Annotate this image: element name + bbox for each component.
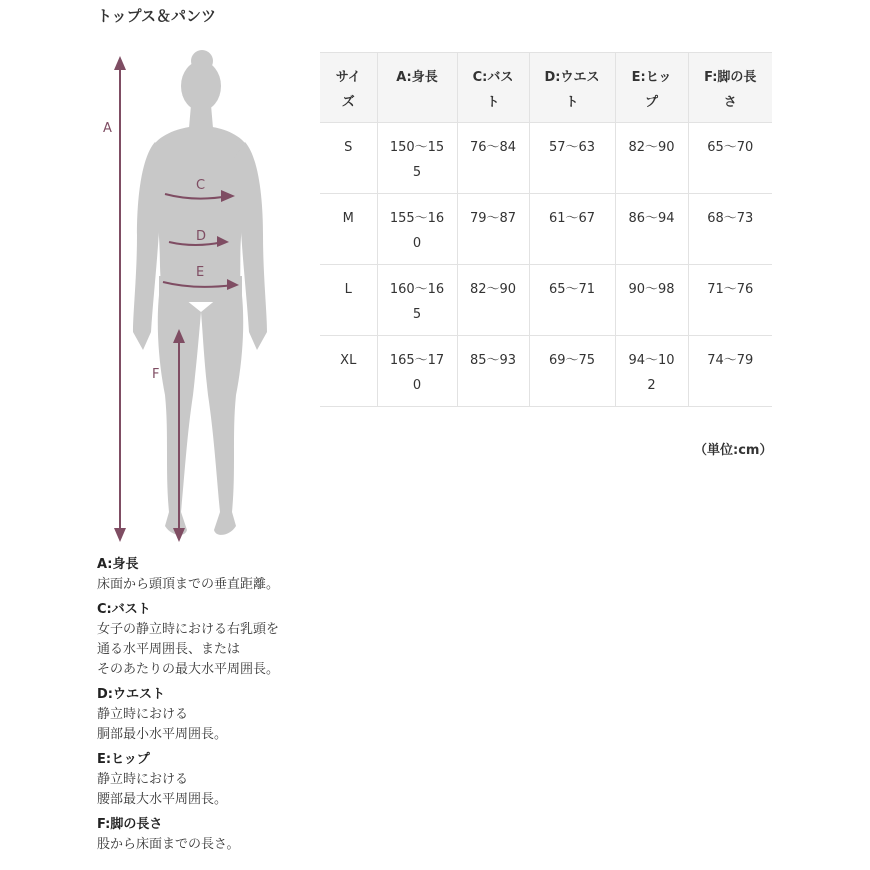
header-line: D:ウエス [544,70,600,85]
definition-term: A:身長 [97,557,139,572]
cell-waist [529,123,615,194]
col-header-bust [457,53,529,123]
cell-bust [457,265,529,336]
header-line: A:身長 [396,70,438,85]
cell-bust [457,336,529,407]
definition-term: D:ウエスト [97,687,165,702]
header-line: E:ヒッ [631,70,672,85]
cell-waist [529,265,615,336]
table-row [320,123,772,194]
col-header-size [320,53,377,123]
definition-bust [97,600,357,680]
header-line: ト [565,95,579,110]
definition-text: 胴部最小水平周囲長。 [97,727,228,742]
cell-line: 5 [412,165,422,180]
cell-waist [529,336,615,407]
header-line: プ [644,95,658,110]
header-line: ズ [341,95,355,110]
label-e: E [196,265,205,280]
cell-line: 94～10 [628,353,675,368]
definition-text: 床面から頭頂までの垂直距離。 [97,577,280,592]
label-a: A [103,121,112,136]
table-row [320,194,772,265]
cell-line: 2 [647,378,656,393]
body-silhouette-svg [95,50,295,550]
cell-line: 82～90 [469,282,517,297]
header-line: サイ [335,70,361,85]
cell-size [320,265,377,336]
label-f: F [152,367,160,382]
table-row [320,336,772,407]
cell-line: 74～79 [707,353,754,368]
cell-line: 57～63 [548,140,596,155]
cell-bust [457,123,529,194]
cell-size [320,336,377,407]
cell-line: 68～73 [707,211,754,226]
cell-height [377,336,457,407]
cell-line: 90～98 [628,282,675,297]
definition-hip [97,750,357,810]
cell-line: 165～17 [389,353,445,368]
cell-leg-length [688,336,772,407]
cell-line: XL [340,353,357,368]
cell-line: 65～71 [548,282,596,297]
label-d: D [196,229,207,244]
definition-text: 股から床面までの長さ。 [97,837,240,852]
cell-line: 65～70 [707,140,754,155]
header-line: C:バス [472,70,514,85]
cell-bust [457,194,529,265]
col-header-hip [615,53,688,123]
cell-line: 69～75 [548,353,596,368]
definition-term: E:ヒップ [97,752,150,767]
cell-line: 0 [412,378,422,393]
col-header-waist [529,53,615,123]
body-measurement-figure [95,50,295,550]
definition-text: 女子の静立時における右乳頭を [97,622,280,637]
col-header-leg-length [688,53,772,123]
col-header-height [377,53,457,123]
cell-line: 76～84 [469,140,517,155]
definition-text: そのあたりの最大水平周囲長。 [97,662,280,677]
unit-note: （単位:cm） [694,443,773,458]
definition-text: 静立時における [97,707,189,722]
cell-line: 86～94 [628,211,675,226]
definition-term: C:バスト [97,602,151,617]
definition-leg-length [97,815,357,855]
cell-line: 0 [412,236,422,251]
cell-line: 160～16 [389,282,445,297]
header-line: F:脚の長 [704,70,757,85]
definition-height [97,555,357,595]
cell-line: M [342,211,354,226]
definition-term: F:脚の長さ [97,817,163,832]
page-title: トップス＆パンツ [97,7,216,25]
definition-text: 通る水平周囲長、または [97,642,241,657]
cell-size [320,194,377,265]
cell-hip [615,336,688,407]
cell-line: 155～16 [389,211,445,226]
cell-leg-length [688,123,772,194]
cell-line: 71～76 [707,282,754,297]
cell-leg-length [688,194,772,265]
table-row [320,265,772,336]
cell-hip [615,265,688,336]
cell-height [377,265,457,336]
table-header-row [320,53,772,123]
cell-height [377,194,457,265]
cell-line: 85～93 [469,353,517,368]
cell-hip [615,123,688,194]
cell-line: S [344,140,353,155]
cell-line: L [344,282,352,297]
cell-line: 82～90 [628,140,675,155]
cell-leg-length [688,265,772,336]
size-table [320,52,772,407]
measurement-definitions [97,555,357,860]
definition-text: 静立時における [97,772,189,787]
cell-waist [529,194,615,265]
definition-text: 腰部最大水平周囲長。 [97,792,228,807]
body-silhouette [133,50,267,535]
cell-hip [615,194,688,265]
header-line: ト [486,95,500,110]
header-line: さ [723,95,737,110]
cell-line: 79～87 [469,211,517,226]
cell-line: 5 [412,307,422,322]
cell-size [320,123,377,194]
label-c: C [196,178,206,193]
cell-line: 61～67 [548,211,596,226]
definition-waist [97,685,357,745]
cell-height [377,123,457,194]
cell-line: 150～15 [389,140,445,155]
